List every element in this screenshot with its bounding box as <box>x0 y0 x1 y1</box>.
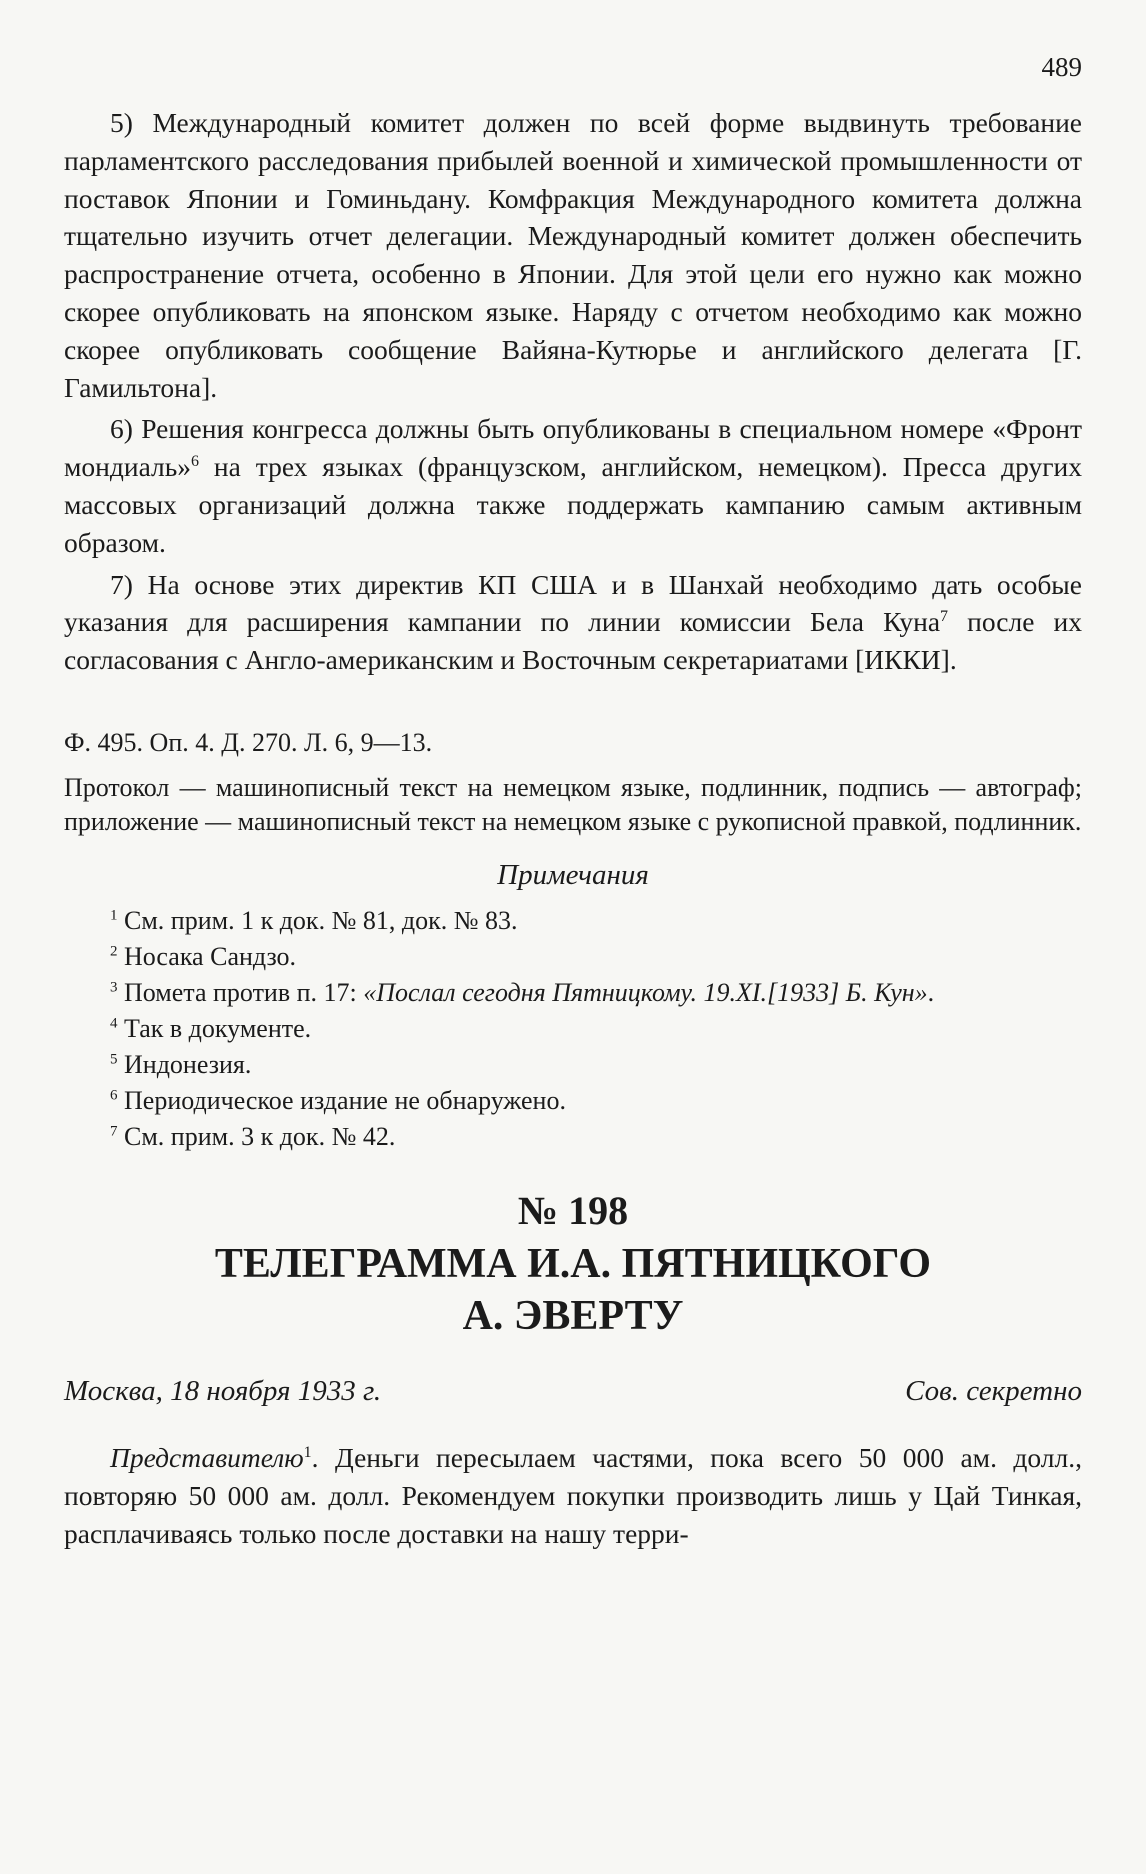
note-7 <box>64 1119 1082 1155</box>
paragraph-6-end: на трех языках (французском, английском, немецком). Пресса других массовых организаций должна также поддержать кампанию самым активным образом. <box>64 451 1083 558</box>
footnote-ref-7: 7 <box>940 608 949 626</box>
paragraph-7 <box>64 566 1082 679</box>
place-date: Москва, 18 ноября 1933 г. <box>64 1374 382 1407</box>
document-number: № 198 <box>517 1187 629 1233</box>
note-text: Индонезия. <box>124 1049 252 1079</box>
telegram-addressee: Представителю <box>110 1441 304 1473</box>
note-number: 2 <box>110 943 118 960</box>
telegram-text <box>64 1439 1082 1552</box>
document-title-line-2: А. ЭВЕРТУ <box>462 1292 684 1339</box>
note-tail: . <box>927 977 935 1007</box>
note-5 <box>64 1047 1082 1083</box>
footnote-ref-1: 1 <box>303 1443 312 1461</box>
page-number: 489 <box>1041 52 1082 82</box>
note-text: Носака Сандзо. <box>124 941 297 971</box>
note-number: 7 <box>110 1123 118 1140</box>
note-text: Так в документе. <box>124 1013 312 1043</box>
note-number: 6 <box>110 1087 118 1104</box>
document-dateline <box>64 1371 1082 1411</box>
paragraph-7-end: после их согласования с Англо-американским и Восточным секретариатами [ИККИ]. <box>64 606 1082 676</box>
paragraph-5: 5) Международный комитет должен по всей форме выдвинуть требование парламентского расследования прибылей военной и химической промышленности от поставок Японии и Гоминьдану. Комфракция Международного комитета должна тщательно изучить отчет делегации. Международный комитет должен обеспечить распространение отчета, особенно в Японии. Для этой цели его нужно как можно скорее опубликовать на японском языке. Наряду с отчетом необходимо как можно скорее опубликовать сообщение Вайяна-Кутюрье и английского делегата [Г. Гамильтона]. <box>64 107 1082 403</box>
paragraph-7-start: 7) На основе этих директив КП США и в Шанхай необходимо дать особые указания для расширения кампании по линии комиссии Бела Куна <box>64 568 1082 638</box>
document-title-line-1: ТЕЛЕГРАММА И.А. ПЯТНИЦКОГО <box>214 1240 932 1287</box>
footnote-ref-6: 6 <box>191 453 200 471</box>
note-number: 3 <box>110 979 118 996</box>
document-body <box>64 104 1082 1552</box>
note-2 <box>64 939 1082 975</box>
note-italic-text: «Послал сегодня Пятницкому. 19.XI.[1933] Б. Кун» <box>363 977 928 1007</box>
note-3 <box>64 975 1082 1011</box>
note-text: См. прим. 3 к док. № 42. <box>124 1121 396 1151</box>
archive-description: Протокол — машинописный текст на немецком языке, подлинник, подпись — автограф; приложение — машинописный текст на немецком языке с рукописной правкой, подлинник. <box>64 772 1082 836</box>
paragraph-6-start: 6) Решения конгресса должны быть опубликованы в специальном номере «Фронт мондиаль» <box>64 413 1082 483</box>
note-text: Периодическое издание не обнаружено. <box>124 1085 566 1115</box>
notes-title: Примечания <box>497 858 649 891</box>
note-text: Помета против п. 17: <box>124 977 364 1007</box>
note-number: 4 <box>110 1015 118 1032</box>
paragraph-6 <box>64 410 1082 561</box>
telegram-body: . Деньги пересылаем частями, пока всего 50 000 ам. долл., повторяю 50 000 ам. долл. Рекомендуем покупки производить лишь у Цай Тинкая, расплачиваясь только после доставки на нашу терри- <box>64 1441 1082 1549</box>
note-text: См. прим. 1 к док. № 81, док. № 83. <box>124 905 518 935</box>
note-1 <box>64 903 1082 939</box>
note-number: 1 <box>110 907 118 924</box>
classification: Сов. секретно <box>905 1374 1082 1407</box>
note-number: 5 <box>110 1051 118 1068</box>
note-6 <box>64 1083 1082 1119</box>
archive-source: Ф. 495. Оп. 4. Д. 270. Л. 6, 9—13. <box>64 727 433 757</box>
note-4 <box>64 1011 1082 1047</box>
